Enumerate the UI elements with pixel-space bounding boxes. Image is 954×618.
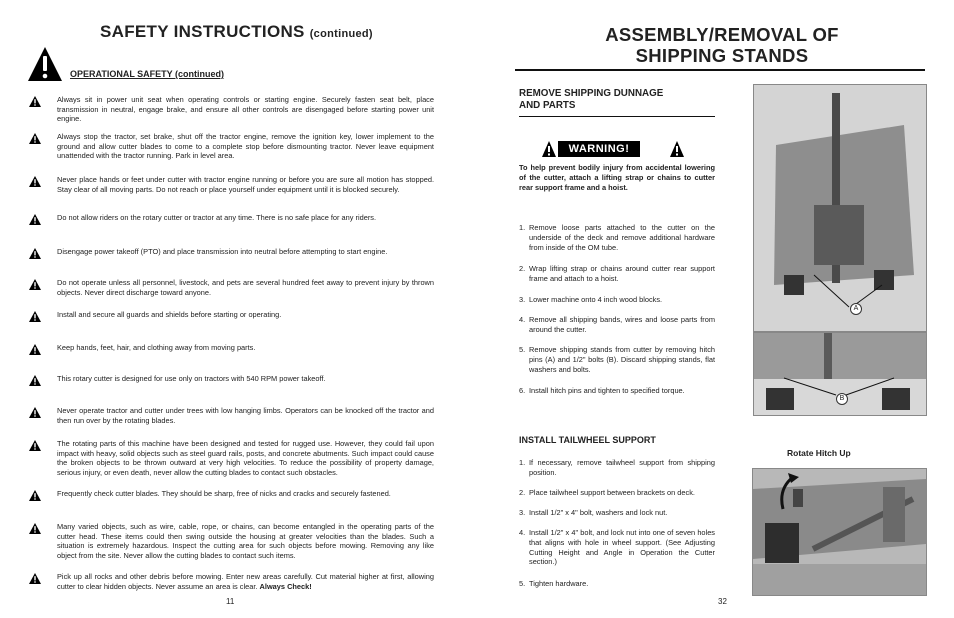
step-text: Lower machine onto 4 inch wood blocks.: [529, 295, 663, 304]
warning-icon: [29, 407, 41, 418]
safety-item-text: [57, 406, 434, 425]
warning-icon: [29, 523, 41, 534]
remove-step: [519, 345, 715, 374]
safety-item-body: Never place hands or feet under cutter with tractor engine running or before you are sure all motion has stopped. Stay clear of all moving parts. Do not reach or place yourself under equipment until it is blocked securely.: [57, 175, 434, 194]
left-title-suffix: (continued): [309, 28, 373, 40]
warning-icon: [29, 440, 41, 451]
warning-banner: [540, 141, 686, 157]
cutter-shipping-stands-photo: [753, 84, 927, 332]
safety-item-text: [57, 374, 434, 384]
warning-icon: [29, 344, 41, 355]
safety-item-text: [57, 213, 434, 223]
safety-item-body: Do not allow riders on the rotary cutter or tractor at any time. There is no safe place for any riders.: [57, 213, 377, 222]
step-number: 5.: [519, 345, 526, 354]
step-text: Tighten hardware.: [529, 579, 589, 588]
warning-icon: [29, 279, 41, 290]
right-title-line2: SHIPPING STANDS: [635, 45, 809, 66]
step-number: 5.: [519, 579, 526, 588]
safety-item-body: Do not operate unless all personnel, livestock, and pets are several hundred feet away to prevent injury by thrown objects. Never direct discharge toward anyone.: [57, 278, 434, 297]
left-title-text: SAFETY INSTRUCTIONS: [100, 22, 305, 41]
remove-heading-line1: REMOVE SHIPPING DUNNAGE: [519, 88, 664, 99]
safety-item-text: [57, 278, 434, 297]
safety-item-body: Many varied objects, such as wire, cable, rope, or chains, can become entangled in the operating parts of the cutter head. These items could then swing outside the housing at greater velocities than the blades. Such a situation is extremely hazardous. Inspect the cutting area for such objects before mowing. Removing any like object from the site. Never allow the cutting blades to contact such items.: [57, 522, 434, 561]
safety-item-text: [57, 247, 434, 257]
remove-heading-line2: AND PARTS: [519, 100, 576, 111]
step-text: Remove all shipping bands, wires and loose parts from around the cutter.: [529, 315, 715, 334]
warning-right-icon: [670, 141, 684, 157]
safety-item-body: Install and secure all guards and shields before starting or operating.: [57, 310, 282, 319]
step-text: Remove shipping stands from cutter by removing hitch pins (A) and 1/2" bolts (B). Discard shipping stands, flat washers and bolts.: [529, 345, 715, 374]
operational-safety-heading: OPERATIONAL SAFETY (continued): [70, 69, 225, 79]
step-text: Remove loose parts attached to the cutter on the underside of the deck and remove additional hardware from inside of the OM tube.: [529, 223, 715, 252]
step-text: Wrap lifting strap or chains around cutter rear support frame and attach to a hoist.: [529, 264, 715, 283]
tailwheel-heading: INSTALL TAILWHEEL SUPPORT: [519, 435, 656, 445]
remove-step: [519, 315, 715, 335]
step-text: Install hitch pins and tighten to specified torque.: [529, 386, 685, 395]
safety-item-text: [57, 310, 434, 320]
tailwheel-step: [519, 579, 715, 589]
large-warning-icon: [27, 46, 63, 82]
remove-dunnage-heading: [519, 88, 663, 112]
warning-icon: [29, 133, 41, 144]
warning-icon: [29, 214, 41, 225]
safety-item-body: Keep hands, feet, hair, and clothing away from moving parts.: [57, 343, 256, 352]
warning-icon: [29, 176, 41, 187]
step-number: 1.: [519, 223, 526, 232]
safety-item-body: Frequently check cutter blades. They should be sharp, free of nicks and cracks and securely fastened.: [57, 489, 391, 498]
safety-item-text: [57, 343, 434, 353]
right-page-number: 32: [718, 597, 727, 606]
safety-item-body: Always sit in power unit seat when operating controls or starting engine. Securely fasten seat belt, place transmission in neutral, engage brake, and ensure all other controls are disengaged before starting power unit engine.: [57, 95, 434, 124]
step-number: 3.: [519, 508, 526, 517]
remove-heading-divider: [519, 116, 715, 117]
right-title-line1: ASSEMBLY/REMOVAL OF: [605, 24, 839, 45]
step-text: Install 1/2" x 4" bolt, washers and lock nut.: [529, 508, 668, 517]
warning-icon: [29, 311, 41, 322]
tailwheel-support-photo: [752, 468, 927, 596]
step-text: Install 1/2" x 4" bolt, and lock nut into one of seven holes that aligns with hole in wheel support. (See Adjusting Cutting Height and Angle in Operation the Cutter section.): [529, 528, 715, 567]
safety-item-body: This rotary cutter is designed for use only on tractors with 540 RPM power takeoff.: [57, 374, 326, 383]
step-number: 6.: [519, 386, 526, 395]
safety-item-body: Never operate tractor and cutter under trees with low hanging limbs. Operators can be knocked off the tractor and then run over by the rotating blades.: [57, 406, 434, 425]
safety-item-body: Pick up all rocks and other debris before mowing. Enter new areas carefully. Cut material higher at first, allowing cutter to clear hidden objects. Never assume an area is clear.: [57, 572, 434, 591]
shipping-stand-closeup-photo: [753, 332, 927, 416]
callout-b: B: [836, 393, 848, 405]
step-number: 2.: [519, 264, 526, 273]
warning-icon: [29, 375, 41, 386]
photo-caption: Rotate Hitch Up: [787, 448, 851, 458]
safety-item-text: [57, 489, 434, 499]
safety-item-body: Disengage power takeoff (PTO) and place transmission into neutral before attempting to start engine.: [57, 247, 388, 256]
step-number: 1.: [519, 458, 526, 467]
step-number: 4.: [519, 528, 526, 537]
title-divider: [515, 69, 925, 71]
safety-item-text: [57, 572, 434, 591]
safety-item-text: [57, 132, 434, 161]
left-page-title: [100, 22, 373, 42]
safety-item-body: The rotating parts of this machine have been designed and tested for rugged use. However, they could fail upon impact with heavy, solid objects such as steel guard rails, posts, and concrete abutments. Such impact could cause the broken objects to be thrown outward at very high velocities. To reduce the possibility of property damage, serious injury, or even death, never allow the cutting blades to contact such obstacles.: [57, 439, 434, 478]
safety-item-text: [57, 95, 434, 124]
remove-step: [519, 264, 715, 284]
remove-step: [519, 386, 715, 396]
step-number: 3.: [519, 295, 526, 304]
tailwheel-step: [519, 528, 715, 567]
safety-item-body: Always stop the tractor, set brake, shut off the tractor engine, remove the ignition key, lower implement to the ground and allow cutter blades to come to a complete stop before dismounting tractor. Never leave equipment unattended with the tractor running. Park in level area.: [57, 132, 434, 161]
warning-label: WARNING!: [558, 141, 640, 157]
warning-icon: [29, 248, 41, 259]
warning-icon: [29, 573, 41, 584]
left-page-number: 11: [226, 597, 235, 606]
step-text: If necessary, remove tailwheel support from shipping position.: [529, 458, 715, 477]
warning-icon: [29, 96, 41, 107]
warning-text: To help prevent bodily injury from accidental lowering of the cutter, attach a lifting strap or chains to cutter rear support frame and a hoist.: [519, 163, 715, 192]
always-check-emphasis: Always Check!: [259, 581, 312, 591]
remove-step: [519, 223, 715, 252]
tailwheel-step: [519, 458, 715, 478]
remove-step: [519, 295, 715, 305]
warning-icon: [29, 490, 41, 501]
right-page-title: [520, 24, 924, 66]
step-number: 2.: [519, 488, 526, 497]
safety-item-text: [57, 175, 434, 194]
step-number: 4.: [519, 315, 526, 324]
safety-item-text: [57, 439, 434, 478]
tailwheel-step: [519, 508, 715, 518]
tailwheel-step: [519, 488, 715, 498]
safety-item-text: [57, 522, 434, 561]
step-text: Place tailwheel support between brackets on deck.: [529, 488, 695, 497]
warning-left-icon: [542, 141, 556, 157]
callout-a: A: [850, 303, 862, 315]
